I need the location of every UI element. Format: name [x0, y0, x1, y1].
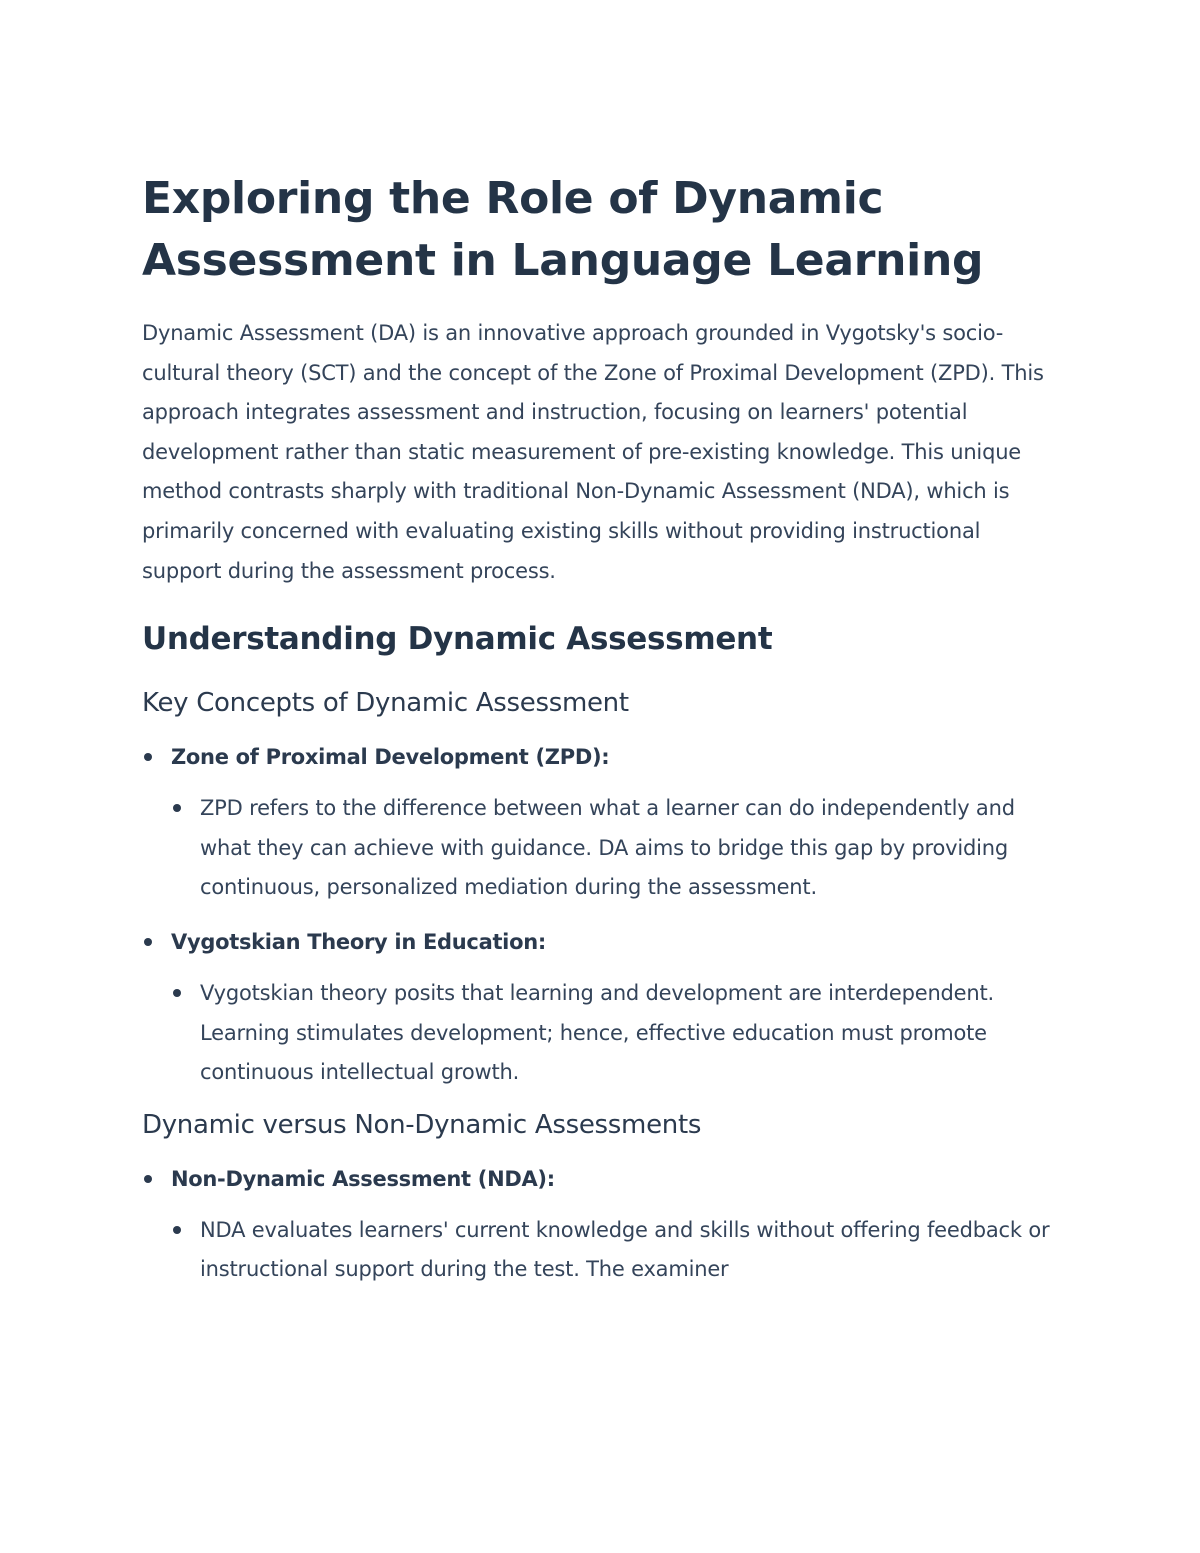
list-item	[171, 1211, 1057, 1290]
term-label: Non-Dynamic Assessment (NDA):	[171, 1166, 555, 1191]
list-item	[142, 737, 1057, 908]
section-heading: Understanding Dynamic Assessment	[142, 621, 773, 658]
sub-list	[171, 789, 1057, 908]
term-description: Vygotskian theory posits that learning and development are interdependent. Learning stimulates development; hence, effective education must promote continuous intellectual growth.	[200, 980, 995, 1085]
bullet-icon	[144, 1175, 152, 1183]
term-description: NDA evaluates learners' current knowledge and skills without offering feedback or instructional support during the test. The examiner	[200, 1217, 1050, 1282]
term-label: Vygotskian Theory in Education:	[171, 929, 546, 954]
intro-paragraph: Dynamic Assessment (DA) is an innovative approach grounded in Vygotsky's socio-cultural theory (SCT) and the concept of the Zone of Proximal Development (ZPD). This approach integrates assessment and instruction, focusing on learners' potential development rather than static measurement of pre-existing knowledge. This unique method contrasts sharply with traditional Non-Dynamic Assessment (NDA), which is primarily concerned with evaluating existing skills without providing instructional support during the assessment process.	[142, 321, 1044, 583]
page-title: Exploring the Role of Dynamic Assessment in Language Learning	[142, 173, 984, 286]
bullet-icon	[173, 989, 181, 997]
bullet-icon	[173, 1226, 181, 1234]
bullet-icon	[144, 753, 152, 761]
list-item	[171, 789, 1057, 908]
sub-list	[171, 1211, 1057, 1290]
list-item	[171, 974, 1057, 1093]
list-item	[142, 1159, 1057, 1290]
sub-list	[171, 974, 1057, 1093]
subsection-heading-dynamic-vs-non-dynamic: Dynamic versus Non-Dynamic Assessments	[142, 1109, 702, 1140]
bullet-icon	[173, 804, 181, 812]
subsection-heading-key-concepts: Key Concepts of Dynamic Assessment	[142, 688, 629, 719]
key-concepts-list	[142, 737, 1057, 1093]
dynamic-vs-non-dynamic-list	[142, 1159, 1057, 1290]
term-label: Zone of Proximal Development (ZPD):	[171, 745, 610, 770]
bullet-icon	[144, 938, 152, 946]
list-item	[142, 922, 1057, 1093]
document-page	[142, 168, 1057, 1290]
term-description: ZPD refers to the difference between what a learner can do independently and what they can achieve with guidance. DA aims to bridge this gap by providing continuous, personalized mediation during the assessment.	[200, 796, 1015, 900]
